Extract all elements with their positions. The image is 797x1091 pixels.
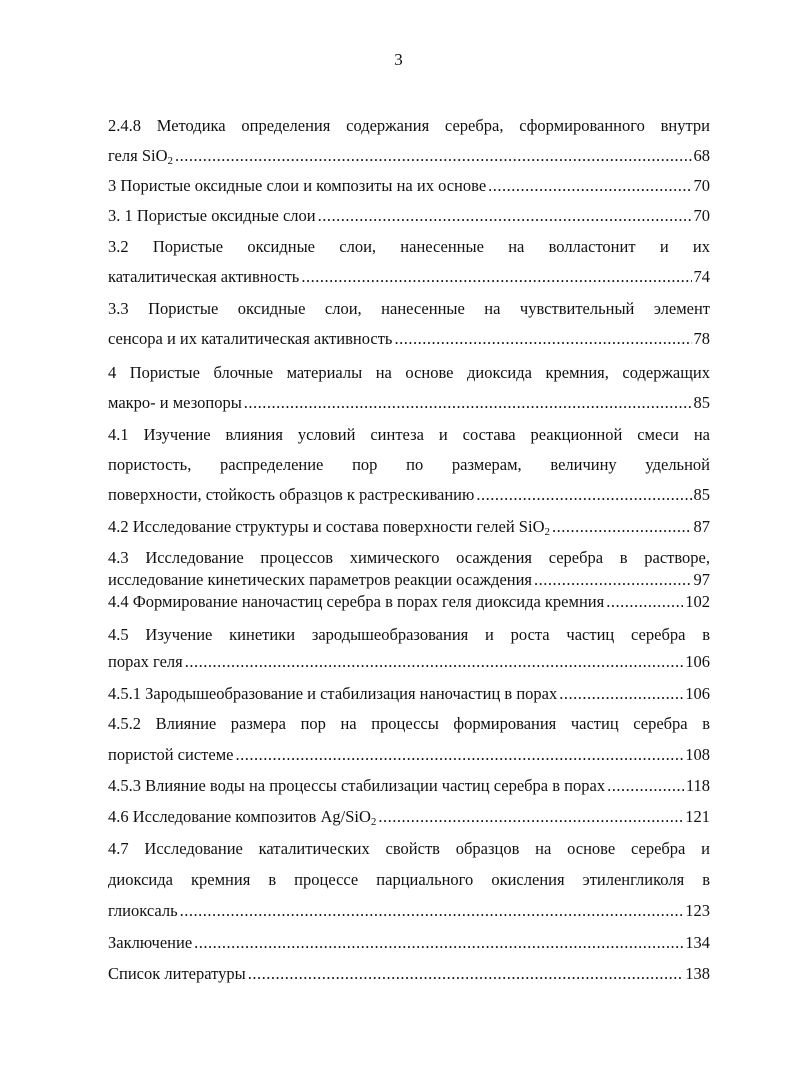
toc-entry-text: Заключение <box>108 933 193 952</box>
dot-leader <box>607 775 684 797</box>
toc-entry-4-7-line-2: диоксида кремния в процессе парциального окисления этиленгликоля в <box>108 870 710 889</box>
toc-entry-4-1[interactable] <box>108 484 710 506</box>
toc-entry-4-2[interactable] <box>108 516 710 538</box>
toc-entry-4-1-line-1: 4.1 Изучение влияния условий синтеза и состава реакционной смеси на <box>108 425 710 444</box>
toc-entry-text: 4.6 Исследование композитов Ag/SiO <box>108 807 371 826</box>
toc-page-number: 138 <box>685 964 710 983</box>
toc-page-number: 118 <box>685 776 710 795</box>
toc-page-number: 102 <box>685 592 710 611</box>
dot-leader <box>235 744 683 766</box>
dot-leader <box>476 484 691 506</box>
toc-page-number: 78 <box>693 329 710 348</box>
dot-leader <box>534 569 691 591</box>
toc-entry-4-5-2-line-1: 4.5.2 Влияние размера пор на процессы формирования частиц серебра в <box>108 714 710 733</box>
subscript: 2 <box>167 155 173 167</box>
dot-leader <box>194 932 683 954</box>
toc-entry-4-7[interactable] <box>108 900 710 922</box>
toc-page-number: 74 <box>693 267 710 286</box>
toc-entry-4-5-3[interactable] <box>108 775 710 797</box>
dot-leader <box>378 806 683 828</box>
toc-entry-text: геля SiO <box>108 146 168 165</box>
toc-page-number: 134 <box>685 933 710 952</box>
toc-entry-3-2[interactable] <box>108 266 710 288</box>
toc-entry-4-4[interactable] <box>108 591 710 613</box>
toc-entry-3-2-line-1: 3.2 Пористые оксидные слои, нанесенные на волластонит и их <box>108 237 710 256</box>
toc-entry-4-5[interactable] <box>108 651 710 673</box>
toc-entry-label <box>108 145 173 167</box>
toc-entry-4-3[interactable] <box>108 569 710 591</box>
dot-leader <box>394 328 691 350</box>
toc-page-number: 68 <box>693 146 710 165</box>
toc-entry-text: исследование кинетических параметров реакции осаждения <box>108 570 533 589</box>
toc-entry-text: 4.5.3 Влияние воды на процессы стабилизации частиц серебра в порах <box>108 776 606 795</box>
page-number: 3 <box>394 50 403 69</box>
toc-entry-text: глиоксаль <box>108 901 178 920</box>
dot-leader <box>301 266 691 288</box>
toc-page-number: 123 <box>685 901 710 920</box>
toc-page-number: 121 <box>685 807 710 826</box>
subscript: 2 <box>544 526 550 538</box>
dot-leader <box>185 651 684 673</box>
toc-entry-text: порах геля <box>108 652 183 671</box>
toc-entry-4-5-line-1: 4.5 Изучение кинетики зародышеобразования и роста частиц серебра в <box>108 625 710 644</box>
toc-entry-3-3-line-1: 3.3 Пористые оксидные слои, нанесенные на чувствительный элемент <box>108 299 710 318</box>
toc-entry-text: поверхности, стойкость образцов к растрескиванию <box>108 485 475 504</box>
toc-entry-4-5-2[interactable] <box>108 744 710 766</box>
toc-entry-text: 4.5.1 Зародышеобразование и стабилизация наночастиц в порах <box>108 684 558 703</box>
toc-entry-text: Список литературы <box>108 964 246 983</box>
dot-leader <box>248 963 684 985</box>
subscript: 2 <box>370 816 377 828</box>
toc-entry-4-line-1: 4 Пористые блочные материалы на основе диоксида кремния, содержащих <box>108 363 710 382</box>
toc-page-number: 97 <box>693 570 710 589</box>
toc-page-number: 85 <box>693 393 710 412</box>
dot-leader <box>318 205 692 227</box>
toc-entry-text: каталитическая активность <box>108 267 300 286</box>
dot-leader <box>559 683 683 705</box>
toc-entry-text: 3. 1 Пористые оксидные слои <box>108 206 316 225</box>
toc-page-number: 106 <box>685 652 710 671</box>
toc-entry-text: 3 Пористые оксидные слои и композиты на их основе <box>108 176 487 195</box>
toc-entry-text: 4.2 Исследование структуры и состава поверхности гелей SiO <box>108 517 545 536</box>
toc-page-number: 108 <box>685 745 710 764</box>
toc-entry-2-4-8-line-1: 2.4.8 Методика определения содержания серебра, сформированного внутри <box>108 116 710 135</box>
toc-page-number: 70 <box>693 206 710 225</box>
toc-entry-3-3[interactable] <box>108 328 710 350</box>
toc-entry-label <box>108 516 550 538</box>
toc-page-number: 106 <box>685 684 710 703</box>
toc-page-number: 70 <box>693 176 710 195</box>
toc-entry-text: 4.4 Формирование наночастиц серебра в порах геля диоксида кремния <box>108 592 605 611</box>
toc-entry-4-3-line-1: 4.3 Исследование процессов химического осаждения серебра в растворе, <box>108 548 710 567</box>
toc-entry-2-4-8[interactable] <box>108 145 710 167</box>
toc-entry-label <box>108 806 376 828</box>
toc-entry-text: макро- и мезопоры <box>108 393 242 412</box>
toc-page-number: 87 <box>693 517 710 536</box>
toc-page-number: 85 <box>693 485 710 504</box>
dot-leader <box>488 175 691 197</box>
toc-entry-references[interactable] <box>108 963 710 985</box>
toc-entry-conclusion[interactable] <box>108 932 710 954</box>
toc-entry-3[interactable] <box>108 175 710 197</box>
toc-entry-text: сенсора и их каталитическая активность <box>108 329 393 348</box>
toc-entry-text: пористой системе <box>108 745 234 764</box>
toc-entry-4-5-1[interactable] <box>108 683 710 705</box>
dot-leader <box>244 392 692 414</box>
toc-entry-4-6[interactable] <box>108 806 710 828</box>
toc-entry-4-1-line-2: пористость, распределение пор по размерам, величину удельной <box>108 455 710 474</box>
toc-entry-4-7-line-1: 4.7 Исследование каталитических свойств образцов на основе серебра и <box>108 839 710 858</box>
toc-entry-3-1[interactable] <box>108 205 710 227</box>
dot-leader <box>552 516 692 538</box>
dot-leader <box>180 900 684 922</box>
dot-leader <box>175 145 692 167</box>
toc-entry-4[interactable] <box>108 392 710 414</box>
dot-leader <box>606 591 683 613</box>
